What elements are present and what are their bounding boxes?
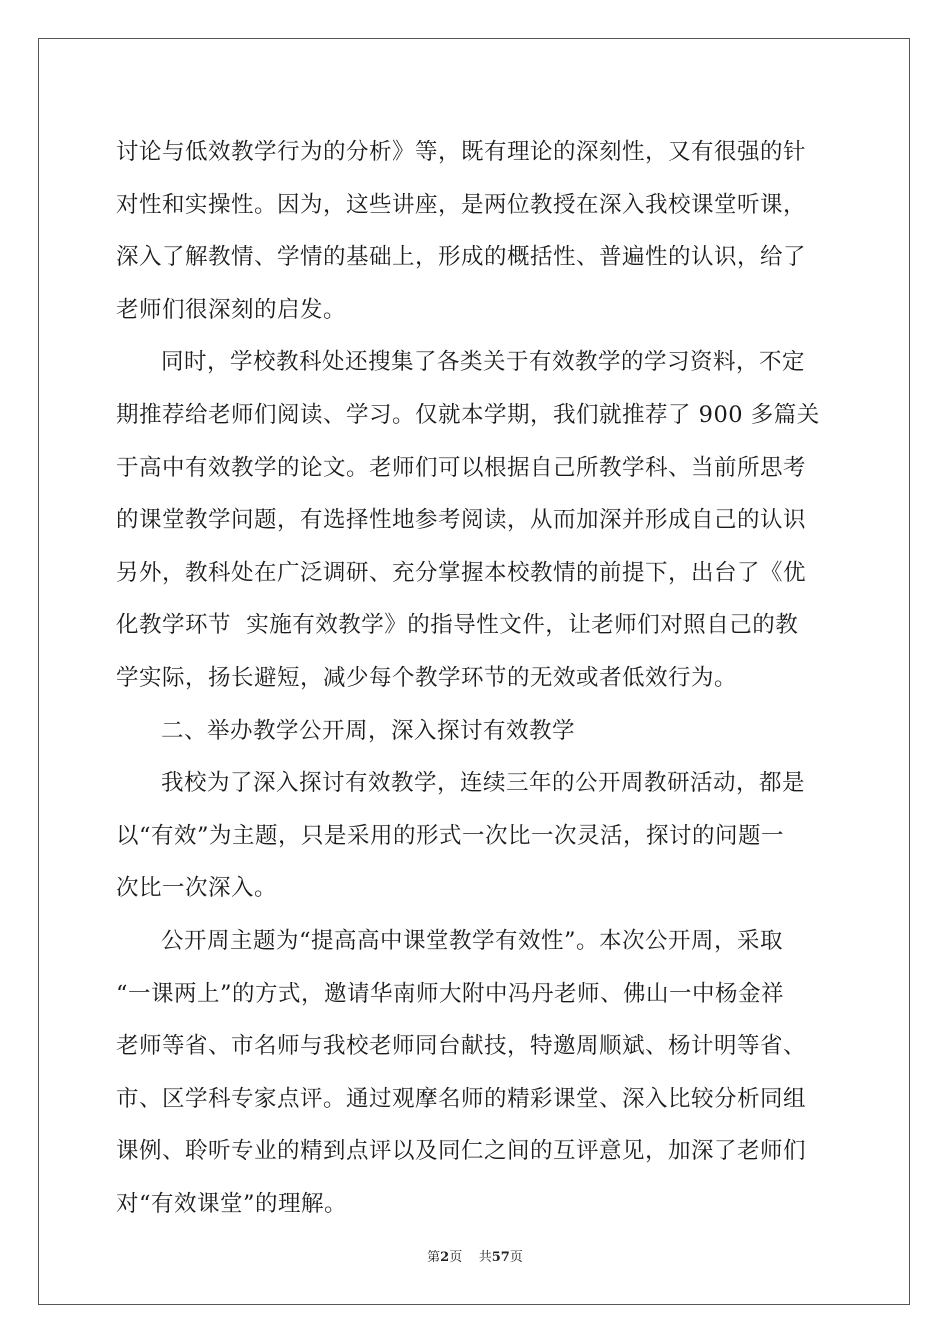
text-line: 化教学环节 实施有效教学》的指导性文件，让老师们对照自己的教 xyxy=(116,612,799,639)
footer-page-suffix: 页 xyxy=(449,1250,463,1265)
text-line: “一课两上”的方式，邀请华南师大附中冯丹老师、佛山一中杨金祥 xyxy=(116,980,785,1007)
text-line: 于高中有效教学的论文。老师们可以根据自己所教学科、当前所思考 xyxy=(116,454,807,481)
section-heading: 二、举办教学公开周，深入探讨有效教学 xyxy=(161,717,576,744)
text-line: 老师们很深刻的启发。 xyxy=(116,296,347,323)
text-line: 对“有效课堂”的理解。 xyxy=(116,1190,348,1217)
footer-prefix: 第 xyxy=(427,1250,441,1265)
text-line: 次比一次深入。 xyxy=(116,875,278,902)
text-line: 以“有效”为主题，只是采用的形式一次比一次灵活，探讨的问题一 xyxy=(116,822,785,849)
text-line: 市、区学科专家点评。通过观摩名师的精彩课堂、深入比较分析同组 xyxy=(116,1085,807,1112)
text-line: 同时，学校教科处还搜集了各类关于有效教学的学习资料，不定 xyxy=(161,349,806,376)
text-line: 另外，教科处在广泛调研、充分掌握本校教情的前提下，出台了《优 xyxy=(116,559,807,586)
text-line: 学实际，扬长避短，减少每个教学环节的无效或者低效行为。 xyxy=(116,664,738,691)
page-number: 2 xyxy=(440,1250,450,1265)
text-line: 我校为了深入探讨有效教学，连续三年的公开周教研活动，都是 xyxy=(161,770,806,797)
text-line: 老师等省、市名师与我校老师同台献技，特邀周顺斌、杨计明等省、 xyxy=(116,1033,807,1060)
document-body xyxy=(116,126,836,1230)
text-line: 公开周主题为“提高高中课堂教学有效性”。本次公开周，采取 xyxy=(161,927,784,954)
footer-total-prefix: 共 xyxy=(478,1250,492,1265)
text-line: 对性和实操性。因为，这些讲座，是两位教授在深入我校课堂听课， xyxy=(116,191,807,218)
text-line: 期推荐给老师们阅读、学习。仅就本学期，我们就推荐了 900 多篇关 xyxy=(116,401,820,428)
total-pages: 57 xyxy=(491,1250,510,1265)
text-line: 深入了解教情、学情的基础上，形成的概括性、普遍性的认识，给了 xyxy=(116,244,807,271)
text-line: 课例、聆听专业的精到点评以及同仁之间的互评意见，加深了老师们 xyxy=(116,1138,807,1165)
page-footer xyxy=(0,1246,950,1265)
footer-total-suffix: 页 xyxy=(509,1250,523,1265)
text-line: 的课堂教学问题，有选择性地参考阅读，从而加深并形成自己的认识 xyxy=(116,507,807,534)
text-line: 讨论与低效教学行为的分析》等，既有理论的深刻性，又有很强的针 xyxy=(116,139,807,165)
